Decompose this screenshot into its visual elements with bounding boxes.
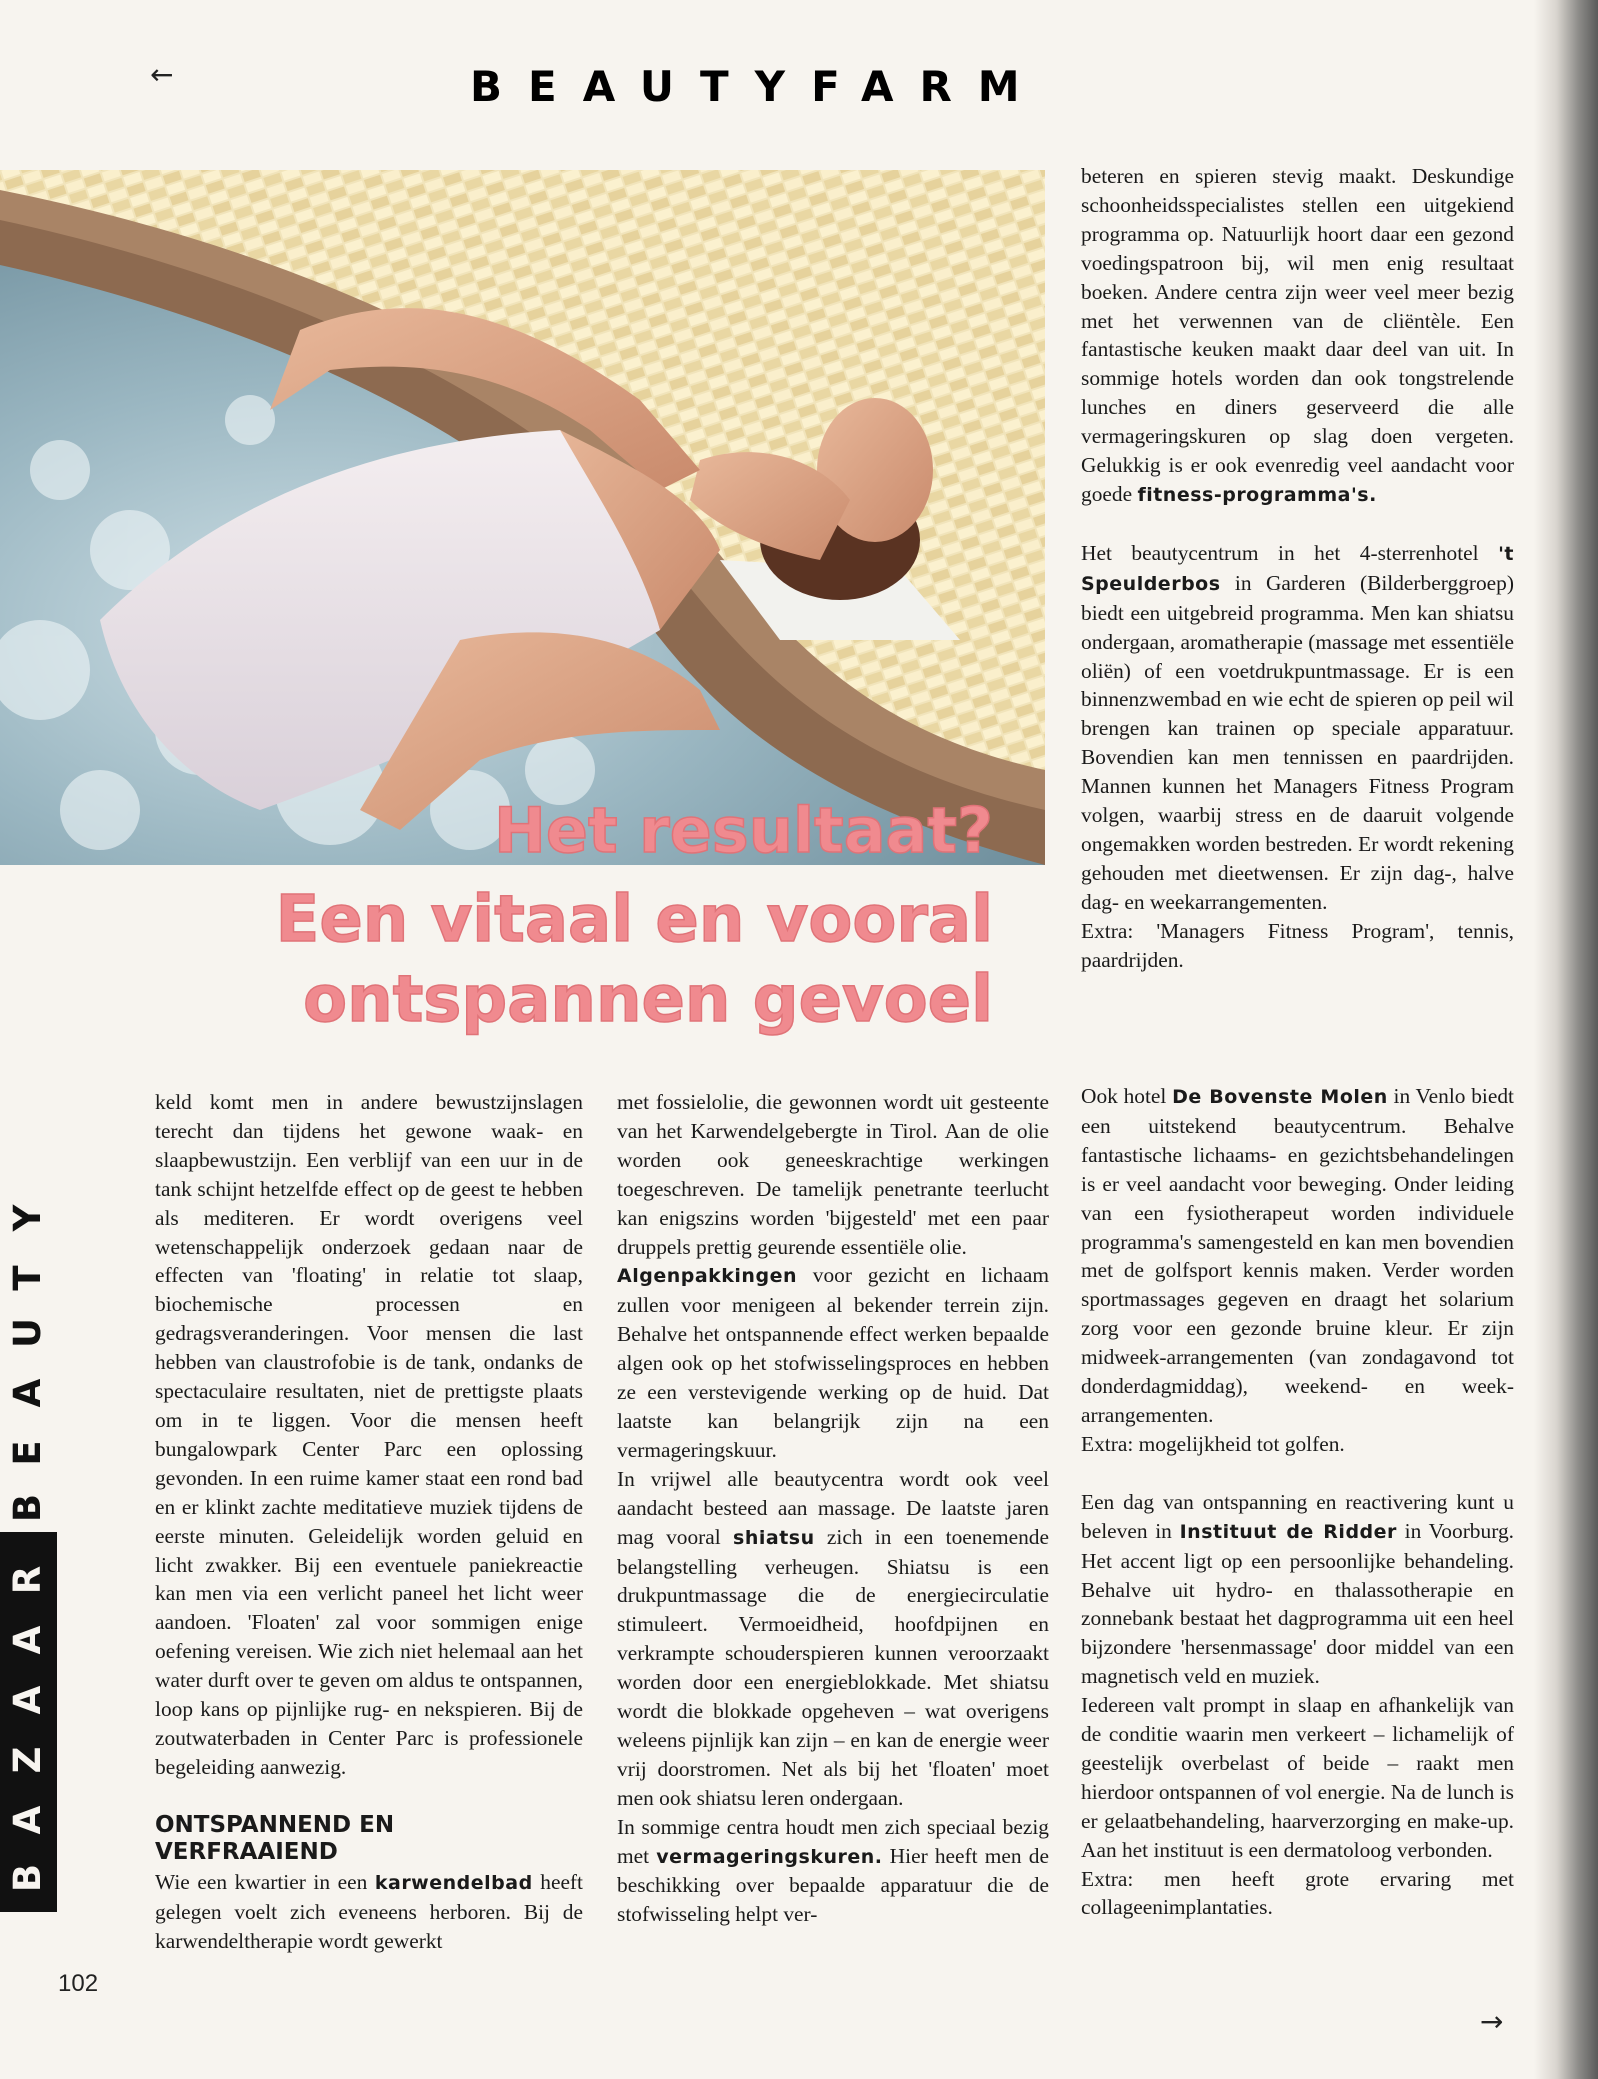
sidebar-letter: A bbox=[6, 1805, 49, 1835]
next-arrow-icon[interactable]: → bbox=[1480, 2005, 1504, 2038]
headline-line-2: Een vitaal en vooral bbox=[275, 883, 993, 957]
keyword: 't Speulderbos bbox=[1081, 542, 1514, 595]
paragraph: Ook hotel De Bovenste Molen in Venlo biedt een uitstekend beautycentrum. Behalve fantastische lichaams- en gezichtsbehandelingen is er veel aandacht voor beweging. Onder leiding van een fysiotherapeut worden individuele programma's samengesteld en kan men bovendien met de golfsport kennis maken. Verder worden sportmassages gegeven en draagt het solarium zorg voor een gezonde bruine kleur. Er zijn midweek-arrangementen (van zondagavond tot donderdagmiddag), weekend- en week-arrangementen. bbox=[1081, 1084, 1514, 1427]
sidebar-letter: Z bbox=[6, 1746, 49, 1774]
paragraph-extra: Extra: men heeft grote ervaring met collageenimplantaties. bbox=[1081, 1866, 1514, 1920]
paragraph: Iedereen valt prompt in slaap en afhankelijk van de conditie waarin men verkeert – lichamelijk of geestelijk overbelast of beide – raakt men hierdoor ontspannen of vol energie. Na de lunch is er gelaatbehandeling, haarverzorging en make-up. Aan het instituut is een dermatoloog verbonden. bbox=[1081, 1693, 1514, 1862]
paragraph: Wie een kwartier in een karwendelbad heeft gelegen voelt zich eveneens herboren. Bij de karwendeltherapie wordt gewerkt bbox=[155, 1869, 583, 1953]
sidebar-letter: E bbox=[6, 1440, 49, 1466]
sidebar-letter: A bbox=[6, 1378, 49, 1408]
sidebar-letter: R bbox=[6, 1565, 49, 1595]
woman-in-whirlpool-image bbox=[0, 170, 1045, 865]
sidebar-letter: B bbox=[6, 1493, 49, 1523]
sidebar-letter: A bbox=[6, 1685, 49, 1715]
sidebar-letter: B bbox=[6, 1863, 49, 1893]
paragraph-extra: Extra: mogelijkheid tot golfen. bbox=[1081, 1431, 1345, 1456]
article-column-3-top bbox=[1081, 162, 1514, 974]
spa-photo bbox=[0, 170, 1045, 865]
sidebar-letter: Y bbox=[6, 1204, 49, 1232]
keyword: De Bovenste Molen bbox=[1172, 1086, 1388, 1108]
paragraph: beteren en spieren stevig maakt. Deskundige schoonheidsspecialistes stellen een uitgekiend programma op. Natuurlijk hoort daar een gezond voedingspatroon bij, wil men enig resultaat boeken. Andere centra zijn weer veel meer bezig met het verwennen van de cliëntèle. Een fantastische keuken maakt daar deel van uit. In sommige hotels worden dan ook tongstrelende lunches en diners geserveerd die alle vermageringskuren op slag doen vergeten. Gelukkig is er ook evenredig veel aandacht voor goede fitness-programma's. bbox=[1081, 164, 1514, 506]
headline-line-3: ontspannen gevoel bbox=[303, 963, 993, 1037]
keyword: shiatsu bbox=[733, 1526, 815, 1549]
paragraph: met fossielolie, die gewonnen wordt uit gesteente van het Karwendelgebergte in Tirol. Aan de olie worden ook geneeskrachtige werkingen toegeschreven. De tamelijk penetrante teerlucht kan enigszins worden 'bijgesteld' met een paar druppels prettig geurende essentiële olie. bbox=[617, 1090, 1049, 1259]
paragraph: In vrijwel alle beautycentra wordt ook veel aandacht besteed aan massage. De laatste jaren mag vooral shiatsu zich in een toenemende belangstelling verheugen. Shiatsu is een drukpuntmassage die de energiecirculatie stimuleert. Vermoeidheid, hoofdpijnen en verkrampte schouderspieren kunnen veroorzaakt worden door een energieblokkade. Met shiatsu wordt die blokkade opgeheven – wat overigens weleens pijnlijk kan zijn – en kan de energie weer vrij doorstromen. Net als bij het 'floaten' moet men ook shiatsu leren ondergaan. bbox=[617, 1466, 1050, 1810]
article-column-3-bottom bbox=[1081, 1082, 1514, 1922]
keyword: fitness-programma's. bbox=[1137, 483, 1377, 506]
sidebar-letter: T bbox=[6, 1265, 49, 1291]
keyword: vermageringskuren. bbox=[656, 1845, 883, 1868]
paragraph: keld komt men in andere bewustzijnslagen terecht dan tijdens het gewone waak- en slaapbewustzijn. Een verblijf van een uur in de tank schijnt hetzelfde effect op de geest te hebben als mediteren. Er wordt overigens veel wetenschappelijk onderzoek gedaan naar de effecten van 'floating' in relatie tot slaap, biochemische processen en gedragsveranderingen. Voor mensen die last hebben van claustrofobie is de tank, ondanks de spectaculaire resultaten, niet de prettigste plaats om in te liggen. Voor die mensen heeft bungalowpark Center Parc een oplossing gevonden. In een ruime kamer staat een rond bad en er klinkt zachte meditatieve muziek tijdens de eerste minuten. Geleidelijk worden geluid en licht zwakker. Bij een eventuele paniekreactie kan men via een verlicht paneel het licht weer aandoen. 'Floaten' zal voor sommigen enige oefening vereisen. Wie zich niet helemaal aan het water durft over te geven om aldus te ontspannen, loop kans op pijnlijke rug- en nekspieren. Bij de zoutwaterbaden in Center Parc is professionele begeleiding aanwezig. bbox=[155, 1090, 583, 1779]
subheading: ONTSPANNEND EN VERFRAAIEND bbox=[155, 1811, 395, 1865]
sidebar-letter: A bbox=[6, 1625, 49, 1655]
keyword: Algenpakkingen bbox=[617, 1265, 797, 1288]
page-number: 102 bbox=[58, 1970, 99, 1997]
sidebar-bazaar-letters bbox=[0, 1532, 57, 1912]
keyword: karwendelbad bbox=[374, 1871, 533, 1894]
keyword: Instituut de Ridder bbox=[1179, 1520, 1397, 1543]
paragraph: Het beautycentrum in het 4-sterrenhotel 't Speulderbos in Garderen (Bilderberggroep) biedt een uitgebreid programma. Men kan shiatsu ondergaan, aromatherapie (massage met essentiële oliën) of een voetdrukpuntmassage. Er is een binnenzwembad en wie echt de spieren op peil wil brengen kan trainen op speciale apparatuur. Bovendien kan men tennissen en paardrijden. Mannen kunnen het Managers Fitness Program volgen, waarbij stress en de daaruit volgende ongemakken worden bestreden. Er wordt rekening gehouden met dieetwensen. Er zijn dag-, halve dag- en weekarrangementen. bbox=[1081, 540, 1514, 914]
section-title: BEAUTYFARM bbox=[470, 62, 1046, 111]
paragraph: Een dag van ontspanning en reactivering kunt u beleven in Instituut de Ridder in Voorburg. Het accent ligt op een persoonlijke behandeling. Behalve uit hydro- en thalassotherapie en zonnebank bestaat het dagprogramma uit een heel bijzondere 'hersenmassage' door middel van een magnetisch veld en muziek. bbox=[1081, 1489, 1514, 1689]
paragraph-extra: Extra: 'Managers Fitness Program', tennis, paardrijden. bbox=[1081, 918, 1514, 972]
article-column-1 bbox=[155, 1088, 583, 1955]
page-edge-shadow bbox=[1534, 0, 1598, 2079]
sidebar-beauty-letters bbox=[0, 1160, 57, 1540]
article-column-2 bbox=[617, 1088, 1049, 1929]
paragraph: In sommige centra houdt men zich speciaal bezig met vermageringskuren. Hier heeft men de beschikking over bepaalde apparatuur die de stofwisseling helpt ver- bbox=[617, 1814, 1049, 1927]
headline-line-1: Het resultaat? bbox=[494, 794, 993, 867]
back-arrow-icon[interactable]: ← bbox=[150, 58, 174, 91]
sidebar-letter: U bbox=[6, 1317, 49, 1349]
paragraph: Algenpakkingen voor gezicht en lichaam zullen voor menigeen al bekender terrein zijn. Behalve het ontspannende effect werken bepaalde algen ook op het stofwisselingsproces en hebben ze een verstevigende werking op de huid. Dat laatste kan belangrijk zijn na een vermageringskuur. bbox=[617, 1263, 1049, 1462]
